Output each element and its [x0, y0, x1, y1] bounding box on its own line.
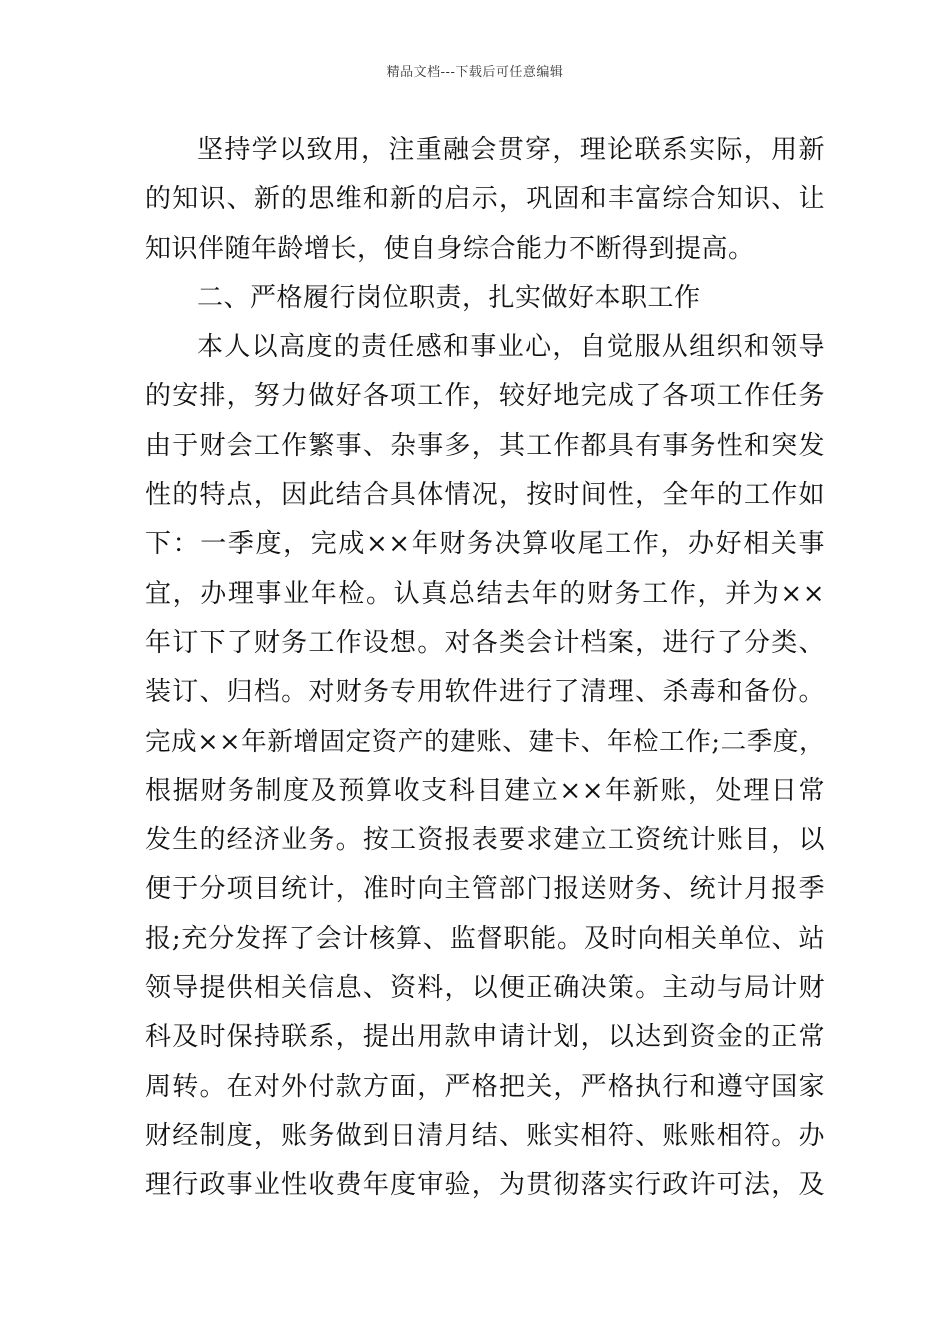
text-line: 年订下了财务工作设想。对各类会计档案，进行了分类、: [145, 627, 825, 658]
text-line: 理行政事业性收费年度审验，为贯彻落实行政许可法，及: [145, 1170, 825, 1201]
text-line: 本人以高度的责任感和事业心，自觉服从组织和领导: [197, 332, 825, 363]
text-line: 宜，办理事业年检。认真总结去年的财务工作，并为××: [145, 578, 825, 609]
text-line: 完成××年新增固定资产的建账、建卡、年检工作;二季度，: [145, 726, 825, 757]
text-line: 装订、归档。对财务专用软件进行了清理、杀毒和备份。: [145, 677, 825, 708]
text-line: 下：一季度，完成××年财务决算收尾工作，办好相关事: [145, 529, 825, 560]
text-line: 的知识、新的思维和新的启示，巩固和丰富综合知识、让: [145, 184, 825, 215]
text-line: 知识伴随年龄增长，使自身综合能力不断得到提高。: [145, 233, 755, 264]
text-line: 根据财务制度及预算收支科目建立××年新账，处理日常: [145, 775, 825, 806]
text-line: 的安排，努力做好各项工作，较好地完成了各项工作任务: [145, 381, 825, 412]
text-line: 坚持学以致用，注重融会贯穿，理论联系实际，用新: [197, 135, 825, 165]
text-line: 便于分项目统计，准时向主管部门报送财务、统计月报季: [145, 874, 825, 905]
page-header: 精品文档---下载后可任意编辑: [386, 65, 564, 80]
body-text: [145, 126, 825, 1211]
text-line: 由于财会工作繁事、杂事多，其工作都具有事务性和突发: [145, 430, 825, 461]
text-line: 领导提供相关信息、资料，以便正确决策。主动与局计财: [145, 973, 825, 1004]
text-line: 发生的经济业务。按工资报表要求建立工资统计账目，以: [145, 825, 825, 856]
text-line: 财经制度，账务做到日清月结、账实相符、账账相符。办: [145, 1120, 825, 1151]
section-heading: 二、严格履行岗位职责，扎实做好本职工作: [197, 282, 701, 313]
text-line: 性的特点，因此结合具体情况，按时间性，全年的工作如: [145, 480, 825, 511]
text-line: 报;充分发挥了会计核算、监督职能。及时向相关单位、站: [145, 923, 825, 954]
text-line: 周转。在对外付款方面，严格把关，严格执行和遵守国家: [145, 1071, 825, 1102]
text-line: 科及时保持联系，提出用款申请计划，以达到资金的正常: [145, 1022, 825, 1053]
